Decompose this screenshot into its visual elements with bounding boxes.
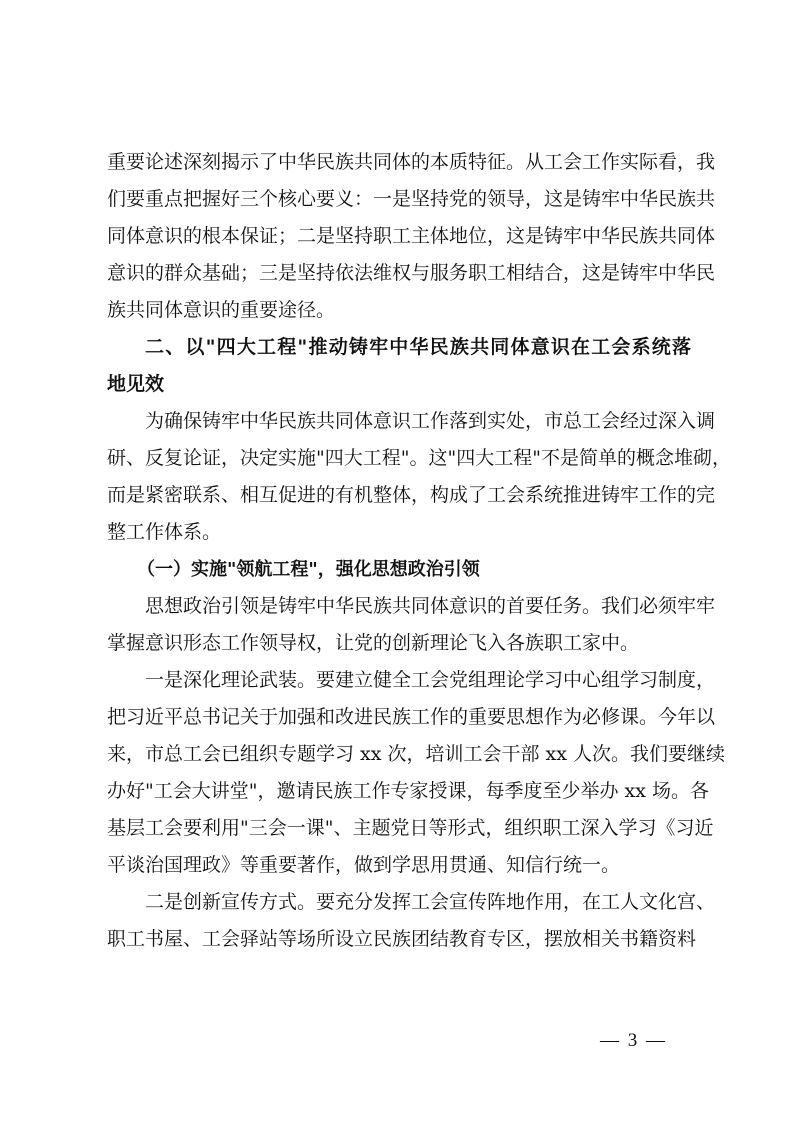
text-line: 们要重点把握好三个核心要义：一是坚持党的领导，这是铸牢中华民族共 [107, 188, 716, 210]
text-line: 同体意识的根本保证；二是坚持职工主体地位，这是铸牢中华民族共同体 [107, 225, 716, 247]
text-line: 研、反复论证，决定实施"四大工程"。这"四大工程"不是简单的概念堆砌， [107, 447, 731, 469]
paragraph [107, 144, 716, 329]
paragraph [107, 884, 716, 958]
text-line: （一）实施"领航工程"，强化思想政治引领 [137, 559, 480, 580]
text-line: 办好"工会大讲堂"，邀请民族工作专家授课，每季度至少举办 xx 场。各 [107, 780, 709, 802]
text-line: 族共同体意识的重要途径。 [107, 299, 336, 321]
text-line: 基层工会要利用"三会一课"、主题党日等形式，组织职工深入学习《习近 [107, 817, 714, 839]
text-line: 意识的群众基础；三是坚持依法维权与服务职工相结合，这是铸牢中华民 [107, 262, 716, 284]
text-line: 来，市总工会已组织专题学习 xx 次，培训工会干部 xx 人次。我们要继续 [107, 743, 726, 765]
text-line: 平谈治国理政》等重要著作，做到学思用贯通、知信行统一。 [107, 854, 621, 876]
text-line: 整工作体系。 [107, 521, 222, 543]
text-line: 为确保铸牢中华民族共同体意识工作落到实处，市总工会经过深入调 [145, 410, 716, 432]
text-line: 一是深化理论武装。要建立健全工会党组理论学习中心组学习制度， [145, 669, 716, 691]
paragraph [107, 588, 716, 662]
text-line: 思想政治引领是铸牢中华民族共同体意识的首要任务。我们必须牢牢 [145, 595, 716, 617]
text-line: 重要论述深刻揭示了中华民族共同体的本质特征。从工会工作实际看，我 [107, 151, 716, 173]
text-line: 二是创新宣传方式。要充分发挥工会宣传阵地作用，在工人文化宫、 [145, 891, 716, 913]
page-number: — 3 — [600, 1030, 667, 1051]
text-line: 而是紧密联系、相互促进的有机整体，构成了工会系统推进铸牢工作的完 [107, 484, 716, 506]
document-body [107, 144, 731, 958]
subsection-heading [107, 551, 691, 588]
text-line: 把习近平总书记关于加强和改进民族工作的重要思想作为必修课。今年以 [107, 706, 716, 728]
paragraph [107, 662, 726, 884]
paragraph [107, 403, 731, 551]
text-line: 掌握意识形态工作领导权，让党的创新理论飞入各族职工家中。 [107, 632, 640, 654]
text-line: 地见效 [107, 373, 165, 395]
section-heading [107, 329, 691, 403]
text-line: 职工书屋、工会驿站等场所设立民族团结教育专区，摆放相关书籍资料 [107, 928, 697, 950]
text-line: 二、以"四大工程"推动铸牢中华民族共同体意识在工会系统落 [145, 336, 691, 358]
